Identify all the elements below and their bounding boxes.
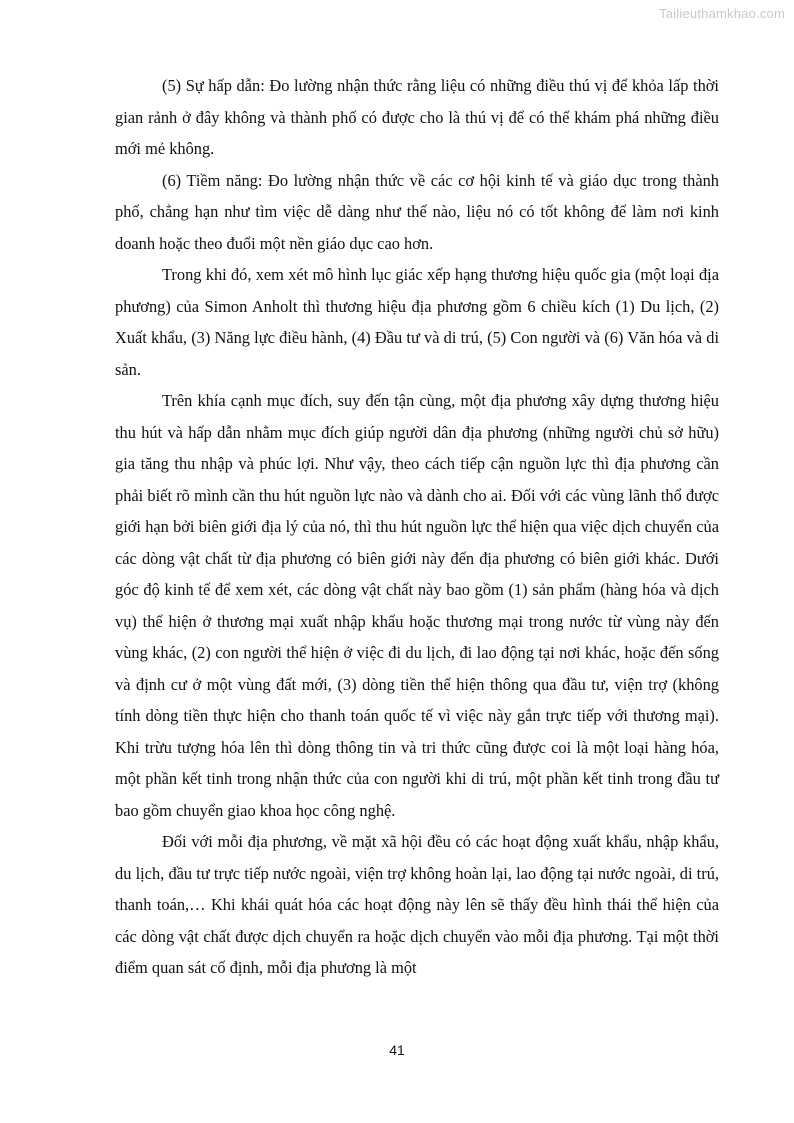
paragraph-potential: (6) Tiềm năng: Đo lường nhận thức về các cơ hội kinh tế và giáo dục trong thành phố, chẳng hạn như tìm việc dễ dàng như thế nào, liệu nó có tốt không để làm nơi kinh doanh hoặc theo đuổi một nền giáo dục cao hơn. — [115, 170, 719, 253]
paragraph-anholt-hexagon: Trong khi đó, xem xét mô hình lục giác xếp hạng thương hiệu quốc gia (một loại địa phương) của Simon Anholt thì thương hiệu địa phương gồm 6 chiều kích (1) Du lịch, (2) Xuất khẩu, (3) Năng lực điều hành, (4) Đầu tư và di trú, (5) Con người và (6) Văn hóa và di sản. — [115, 265, 719, 379]
paragraph-local-activities: Đối với mỗi địa phương, về mặt xã hội đều có các hoạt động xuất khẩu, nhập khẩu, du lịch, đầu tư trực tiếp nước ngoài, viện trợ không hoàn lại, lao động tại nước ngoài, di trú, thanh toán,… Khi khái quát hóa các hoạt động này lên sẽ thấy đều hình thái thể hiện của các dòng vật chất được dịch chuyển ra hoặc dịch chuyển vào mỗi địa phương. Tại một thời điểm quan sát cố định, mỗi địa phương là một — [115, 832, 719, 977]
paragraph-purpose: Trên khía cạnh mục đích, suy đến tận cùng, một địa phương xây dựng thương hiệu thu hút và hấp dẫn nhằm mục đích giúp người dân địa phương (những người chủ sở hữu) gia tăng thu nhập và phúc lợi. Như vậy, theo cách tiếp cận nguồn lực thì địa phương cần phải biết rõ mình cần thu hút nguồn lực nào và dành cho ai. Đối với các vùng lãnh thổ được giới hạn bởi biên giới địa lý của nó, thì thu hút nguồn lực thể hiện qua việc dịch chuyển của các dòng vật chất từ địa phương có biên giới này đến địa phương có biên giới khác. Dưới góc độ kinh tế để xem xét, các dòng vật chất này bao gồm (1) sản phẩm (hàng hóa và dịch vụ) thể hiện ở thương mại xuất nhập khẩu hoặc thương mại trong nước từ vùng này đến vùng khác, (2) con người thể hiện ở việc đi du lịch, đi lao động tại nơi khác, hoặc đến sống và định cư ở một vùng đất mới, (3) dòng tiền thể hiện thông qua đầu tư, viện trợ (không tính dòng tiền thực hiện cho thanh toán quốc tế vì việc này gắn trực tiếp với thương mại). Khi trừu tượng hóa lên thì dòng thông tin và tri thức cũng được coi là một loại hàng hóa, một phần kết tinh trong nhận thức của con người khi di trú, một phần kết tinh trong đầu tư bao gồm chuyển giao khoa học công nghệ. — [115, 391, 719, 820]
page-number: 41 — [389, 1042, 405, 1058]
paragraph-attraction: (5) Sự hấp dẫn: Đo lường nhận thức rằng liệu có những điều thú vị để khỏa lấp thời gian rảnh ở đây không và thành phố có được cho là thú vị để có thể khám phá những điều mới mẻ không. — [115, 76, 719, 158]
watermark-text: Tailieuthamkhao.com — [659, 6, 785, 21]
document-body — [115, 70, 719, 984]
